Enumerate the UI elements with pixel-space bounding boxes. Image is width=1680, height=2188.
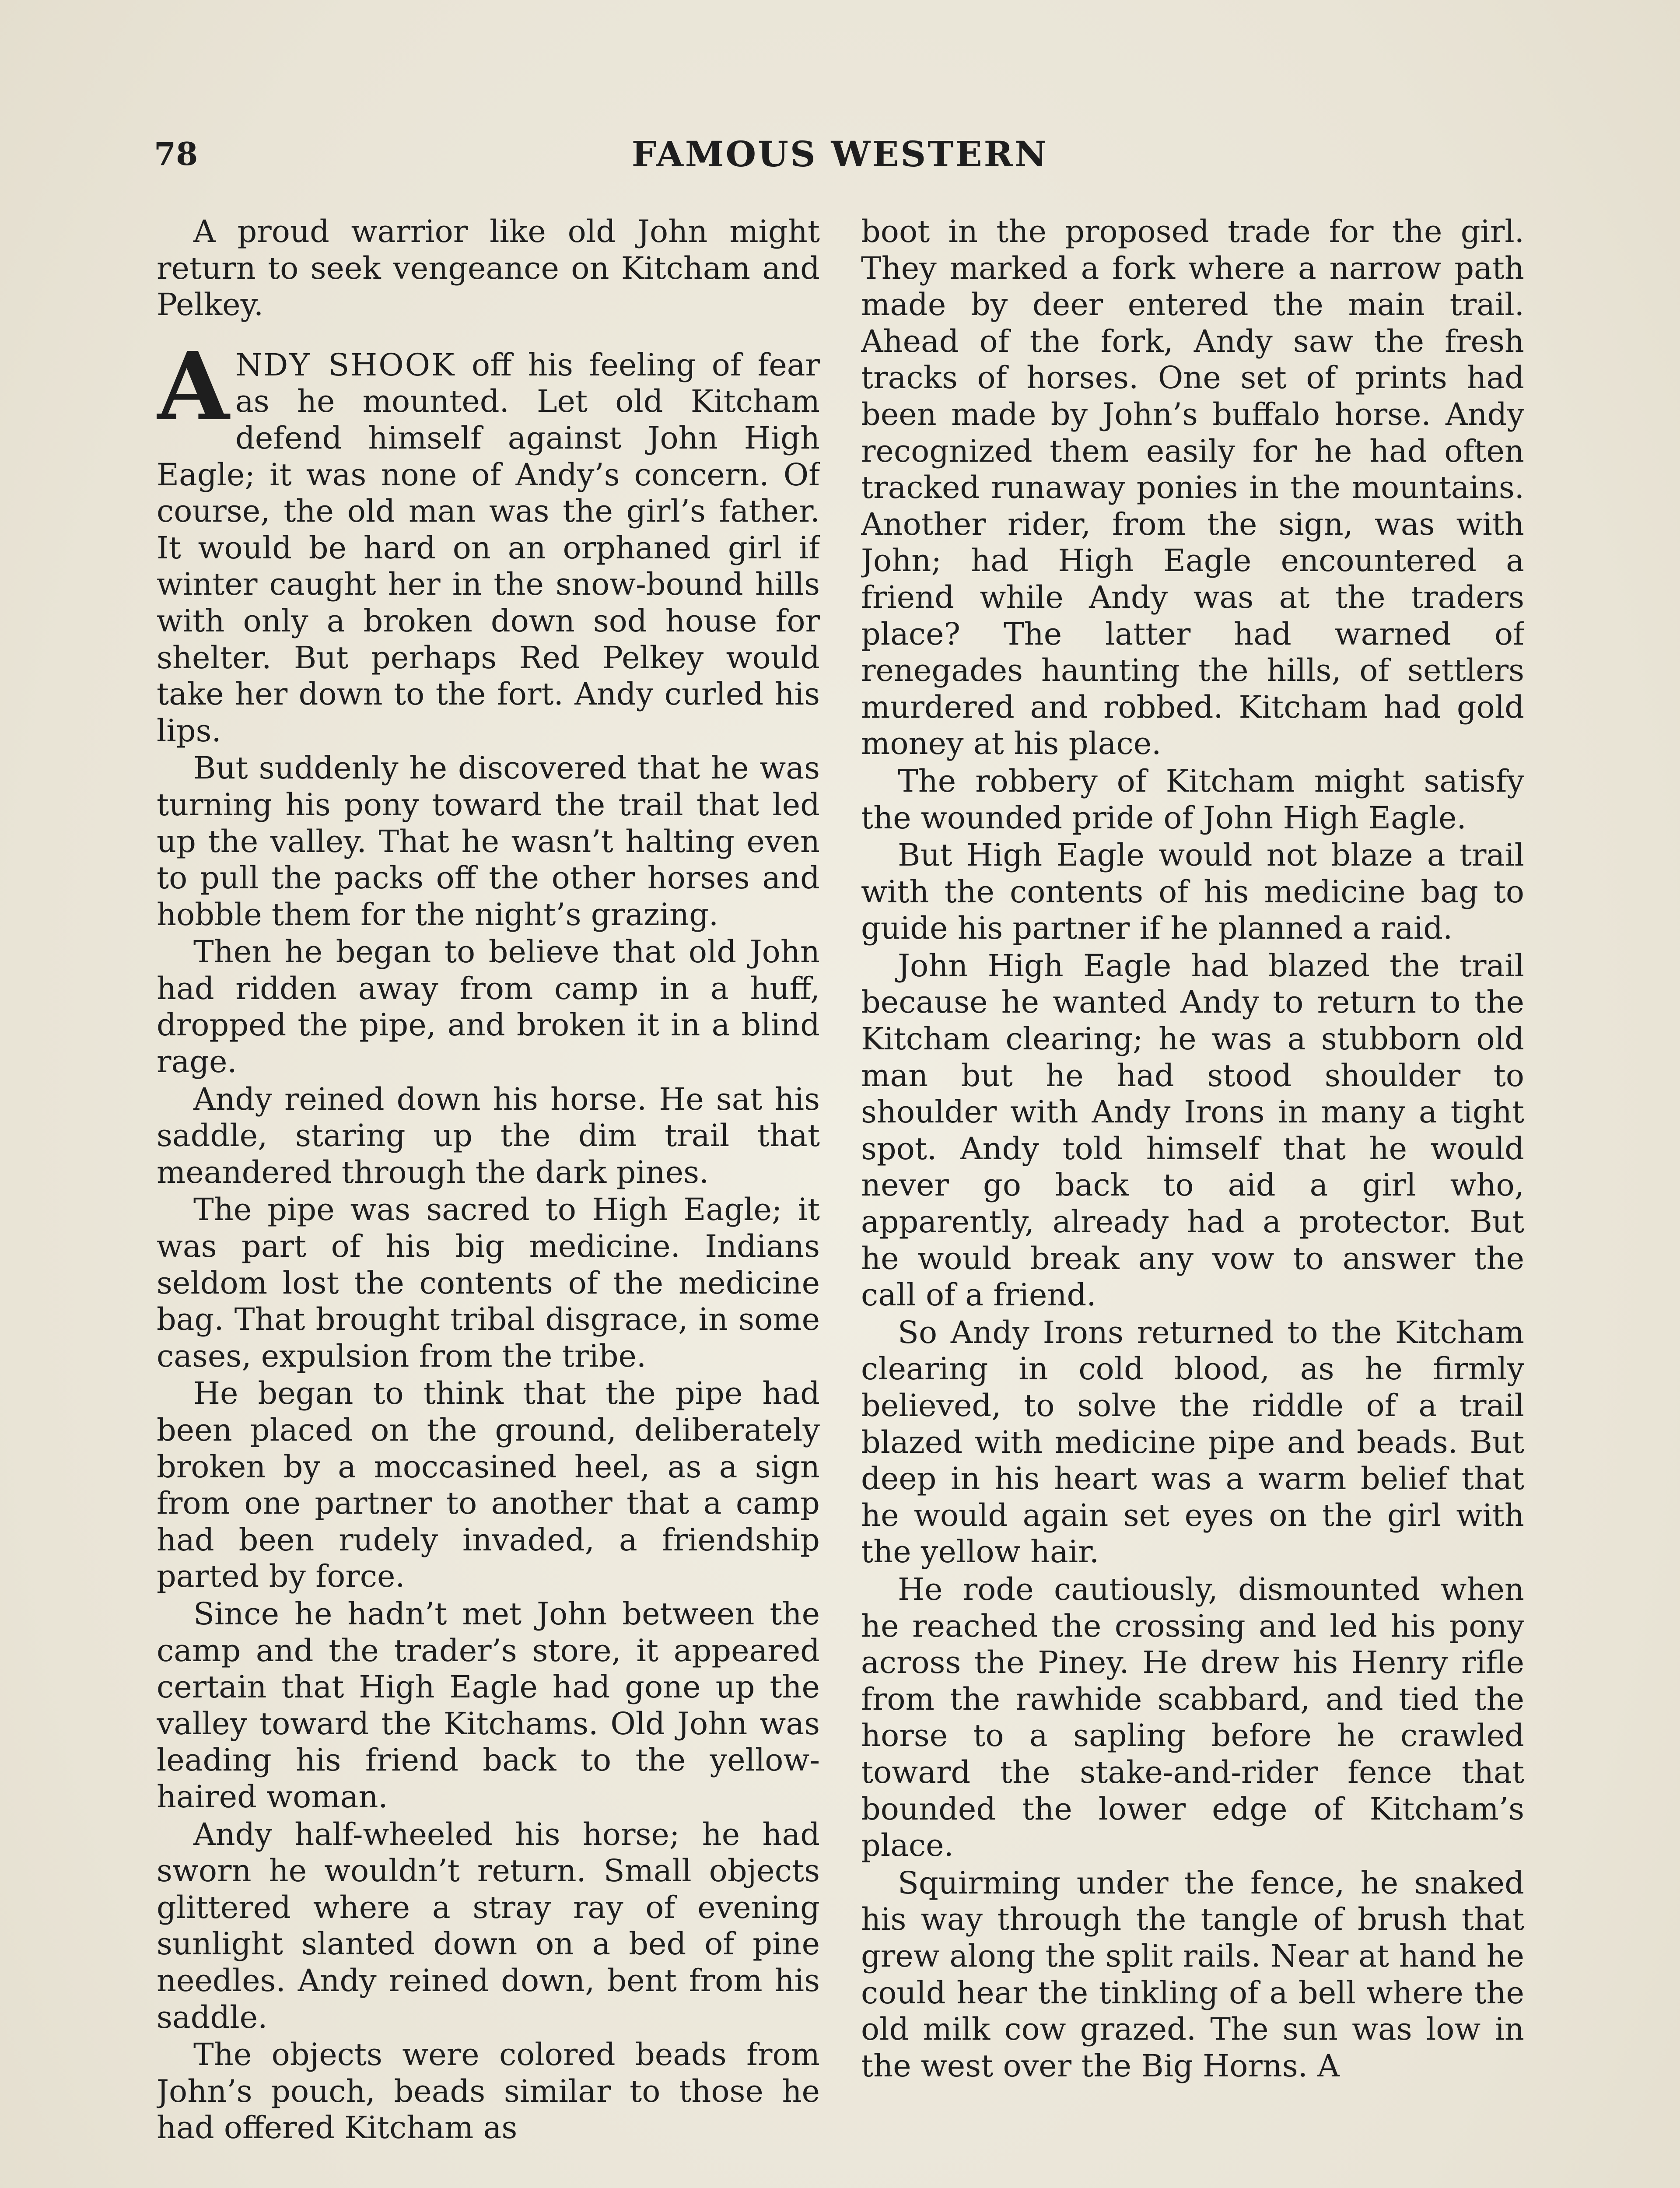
paragraph: He rode cautiously, dismounted when he reached the crossing and led his pony across the Piney. He drew his Henry rifle from the rawhide scabbard, and tied the horse to a sapling before he crawled toward the stake-and-rider fence that bounded the lower edge of Kitcham’s place.	[861, 1571, 1524, 1864]
page-number: 78	[154, 135, 198, 172]
paragraph: The objects were colored beads from John’s pouch, beads similar to those he had offered Kitcham as	[157, 2037, 820, 2146]
right-column	[861, 214, 1524, 2188]
paragraph: Squirming under the fence, he snaked his way through the tangle of brush that grew along the split rails. Near at hand he could hear the tinkling of a bell where the old milk cow grazed. The sun was low in the west over the Big Horns. A	[861, 1865, 1524, 2084]
paragraph-text: off his feeling of fear as he mounted. Let old Kitcham defend himself against John High Eagle; it was none of Andy’s concern. Of course, the old man was the girl’s father. It would be hard on an orphaned girl if winter caught her in the snow-bound hills with only a broken down sod house for shelter. But perhaps Red Pelkey would take her down to the fort. Andy curled his lips.	[157, 347, 820, 749]
section-opening-paragraph	[157, 331, 820, 750]
running-title: FAMOUS WESTERN	[631, 133, 1049, 175]
drop-cap: A	[157, 331, 230, 442]
paragraph: boot in the proposed trade for the girl. They marked a fork where a narrow path made by deer entered the main trail. Ahead of the fork, Andy saw the fresh tracks of horses. One set of prints had been made by John’s buffalo horse. Andy recognized them easily for he had often tracked runaway ponies in the mountains. Another rider, from the sign, was with John; had High Eagle encountered a friend while Andy was at the traders place? The latter had warned of renegades haunting the hills, of settlers murdered and robbed. Kitcham had gold money at his place.	[861, 214, 1524, 762]
paragraph: He began to think that the pipe had been placed on the ground, deliberately broken by a moccasined heel, as a sign from one partner to another that a camp had been rudely invaded, a friendship parted by force.	[157, 1375, 820, 1595]
paragraph: The robbery of Kitcham might satisfy the wounded pride of John High Eagle.	[861, 763, 1524, 836]
paragraph: The pipe was sacred to High Eagle; it was part of his big medicine. Indians seldom lost the contents of the medicine bag. That brought tribal disgrace, in some cases, expulsion from the tribe.	[157, 1192, 820, 1374]
paragraph: Andy reined down his horse. He sat his saddle, staring up the dim trail that meandered through the dark pines.	[157, 1081, 820, 1190]
paragraph: But High Eagle would not blaze a trail with the contents of his medicine bag to guide his partner if he planned a raid.	[861, 837, 1524, 947]
paragraph: Since he hadn’t met John between the camp and the trader’s store, it appeared certain that High Eagle had gone up the valley toward the Kitchams. Old John was leading his friend back to the yellow-haired woman.	[157, 1595, 820, 1815]
page-header	[154, 128, 1526, 180]
paragraph: So Andy Irons returned to the Kitcham clearing in cold blood, as he firmly believed, to solve the riddle of a trail blazed with medicine pipe and beads. But deep in his heart was a warm belief that he would again set eyes on the girl with the yellow hair.	[861, 1314, 1524, 1570]
paragraph: John High Eagle had blazed the trail because he wanted Andy to return to the Kitcham clearing; he was a stubborn old man but he had stood shoulder to shoulder with Andy Irons in many a tight spot. Andy told himself that he would never go back to aid a girl who, apparently, already had a protector. But he would break any vow to answer the call of a friend.	[861, 947, 1524, 1313]
left-column	[157, 214, 820, 2188]
lead-in-words: NDY SHOOK	[235, 347, 456, 383]
paragraph: But suddenly he discovered that he was turning his pony toward the trail that led up the valley. That he wasn’t halting even to pull the packs off the other horses and hobble them for the night’s grazing.	[157, 750, 820, 933]
paragraph: Then he began to believe that old John had ridden away from camp in a huff, dropped the pipe, and broken it in a blind rage.	[157, 934, 820, 1080]
paragraph: A proud warrior like old John might return to seek vengeance on Kitcham and Pelkey.	[157, 214, 820, 323]
paragraph: Andy half-wheeled his horse; he had sworn he wouldn’t return. Small objects glittered where a stray ray of evening sunlight slanted down on a bed of pine needles. Andy reined down, bent from his saddle.	[157, 1816, 820, 2035]
